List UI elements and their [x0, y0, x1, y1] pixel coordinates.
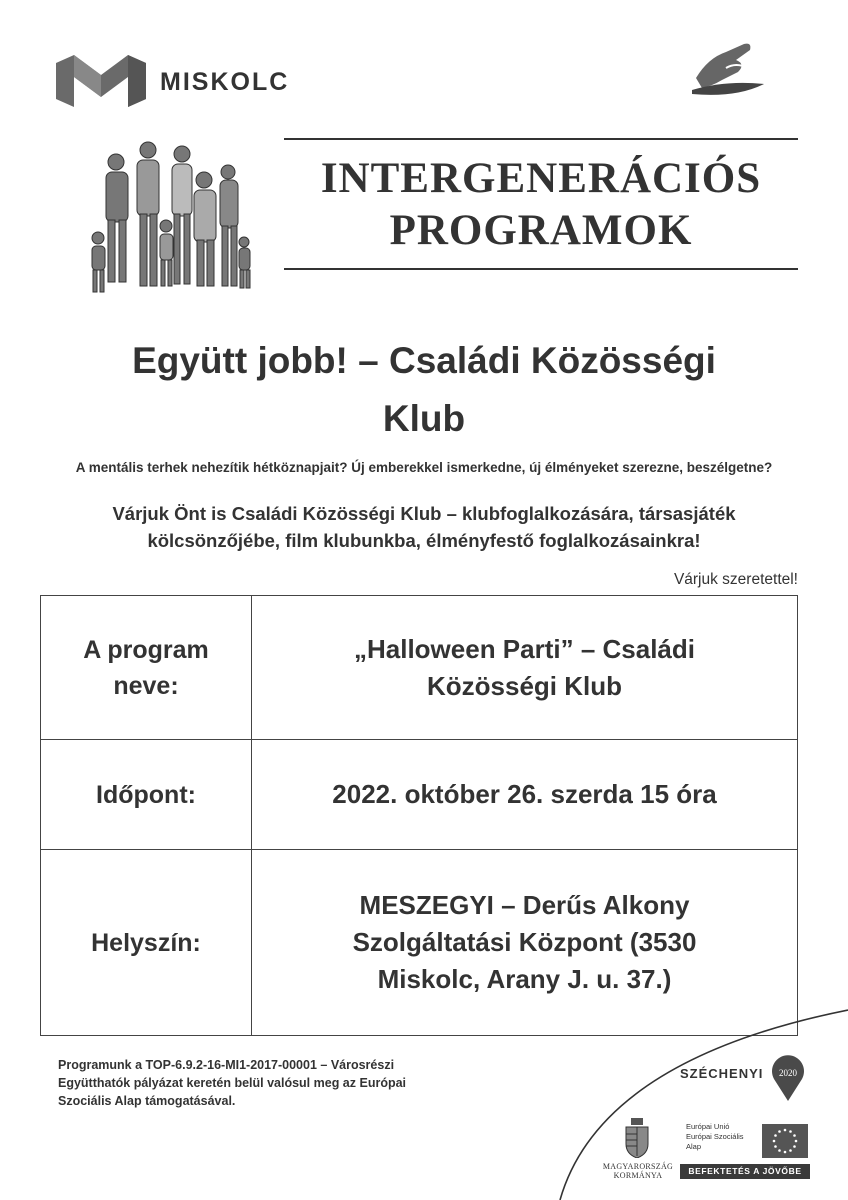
government-label-line: KORMÁNYA [613, 1171, 663, 1180]
eu-logo [680, 1122, 810, 1162]
eu-text-line: Európai Szociális [686, 1132, 744, 1141]
intro-question: A mentális terhek nehezítik hétköznapjait? Új emberekkel ismerkedne, új élményeket szerezne, beszélgetne? [75, 460, 773, 475]
family-illustration [86, 120, 256, 305]
program-info-table [40, 595, 798, 1036]
government-label-line: MAGYARORSZÁG [602, 1162, 674, 1171]
funding-note-line: Szociális Alap támogatásával. [58, 1094, 236, 1108]
program-name-label [41, 596, 252, 740]
eu-flag-icon [762, 1124, 808, 1158]
program-title-line: INTERGENERÁCIÓS [320, 155, 762, 202]
value-line: 2022. október 26. szerda 15 óra [332, 779, 717, 809]
eu-text-line: Alap [686, 1142, 702, 1151]
club-title-line: Együtt jobb! – Családi Közösségi [132, 340, 716, 381]
hand-logo-icon [686, 40, 766, 100]
label-line: Időpont: [96, 780, 196, 809]
coat-of-arms-icon [624, 1118, 650, 1158]
city-name: MISKOLC [160, 68, 290, 96]
szechenyi-label: SZÉCHENYI [680, 1066, 764, 1081]
funding-note [58, 1056, 498, 1110]
label-line: A program [83, 635, 209, 664]
table-row [41, 596, 798, 740]
table-row [41, 740, 798, 850]
invitation-line: Várjuk Önt is Családi Közösségi Klub – klubfoglalkozására, társasjáték [112, 503, 736, 524]
funding-note-line: Együtthatók pályázat keretén belül valósul meg az Európai [58, 1076, 407, 1090]
eu-text [686, 1122, 744, 1152]
eu-slogan-bar: BEFEKTETÉS A JÖVŐBE [680, 1164, 810, 1179]
program-title-box [284, 138, 798, 270]
government-label [600, 1162, 676, 1180]
label-line: neve: [113, 671, 179, 700]
invitation-text [90, 500, 758, 554]
date-label [41, 740, 252, 850]
club-title [40, 332, 808, 448]
miskolc-logo-icon [56, 55, 146, 107]
value-line: Miskolc, Arany J. u. 37.) [377, 964, 672, 994]
funding-note-line: Programunk a TOP-6.9.2-16-MI1-2017-00001 – Városrészi [58, 1058, 395, 1072]
program-title-line: PROGRAMOK [389, 207, 693, 254]
szechenyi-2020-badge-icon [770, 1055, 806, 1101]
szechenyi-year: 2020 [779, 1068, 797, 1078]
program-name-value [252, 596, 798, 740]
value-line: Közösségi Klub [426, 670, 622, 701]
date-value [252, 740, 798, 850]
invitation-line: kölcsönzőjébe, film klubunkba, élményfestő foglalkozásainkra! [147, 530, 701, 551]
value-line: „Halloween Parti” – Családi [353, 633, 695, 664]
label-line: Helyszín: [91, 928, 201, 957]
eu-text-line: Európai Unió [686, 1122, 730, 1131]
value-line: Szolgáltatási Központ (3530 [352, 927, 697, 957]
regards-text: Várjuk szeretettel! [673, 571, 798, 588]
value-line: MESZEGYI – Derűs Alkony [359, 890, 690, 920]
location-label [41, 850, 252, 1036]
club-title-line: Klub [382, 398, 466, 439]
